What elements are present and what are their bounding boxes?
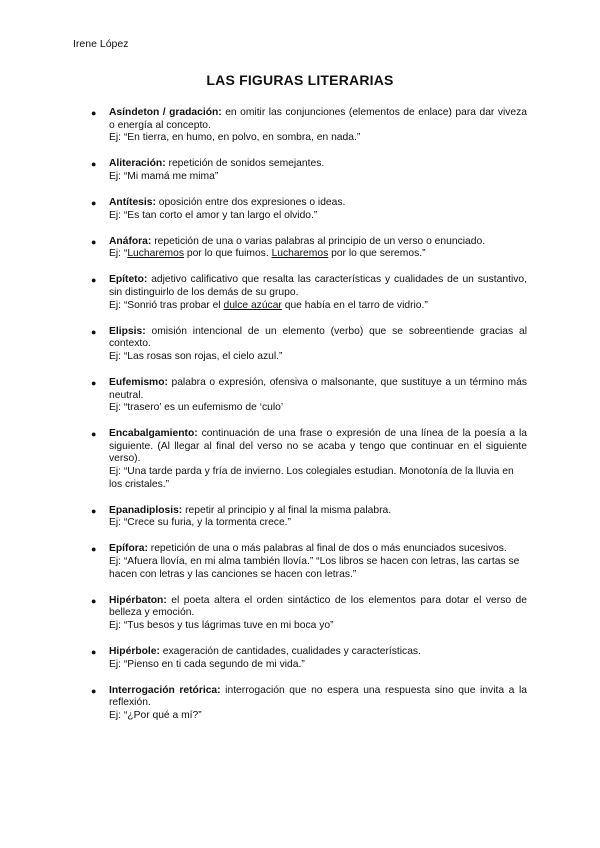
example: Ej: “En tierra, en humo, en polvo, en sombra, en nada.” [109, 132, 361, 144]
example: Ej: “Pienso en ti cada segundo de mi vida.” [109, 658, 305, 670]
list-item [0, 595, 600, 633]
list-item [0, 236, 600, 261]
bullet-icon: ● [91, 197, 97, 208]
example: Ej: “Tus besos y tus lágrimas tuve en mi boca yo” [109, 619, 334, 631]
underlined-word: dulce azúcar [223, 299, 282, 311]
bullet-icon: ● [91, 275, 97, 286]
definition [109, 158, 527, 171]
bullet-icon: ● [91, 236, 97, 247]
definition [109, 326, 527, 351]
term: Encabalgamiento: [109, 428, 198, 440]
definition [109, 274, 527, 299]
definition-text: omisión intencional de un elemento (verbo) que se sobreentiende gracias al contexto. [109, 325, 527, 350]
list-item [0, 428, 600, 491]
definition-text: continuación de una frase o expresión de una línea de la poesía a la siguiente. (Al llegar al final del verso no se acaba y tengo que continuar en el siguiente verso). [109, 428, 527, 465]
example-text: Ej: “Sonrió tras probar el [109, 299, 224, 311]
definition [109, 646, 527, 659]
term: Eufemismo: [109, 376, 168, 388]
term: Asíndeton / gradación: [109, 107, 222, 118]
bullet-icon: ● [91, 326, 97, 337]
definition-text: repetición de una o más palabras al final de dos o más enunciados sucesivos. [147, 543, 507, 555]
term: Epífora: [109, 543, 148, 555]
definition [109, 428, 527, 466]
definition-text: palabra o expresión, ofensiva o malsonante, que sustituye a un término más neutral. [109, 376, 527, 401]
list-item [0, 685, 600, 723]
list-item [0, 543, 600, 581]
definition [109, 595, 527, 620]
term: Antítesis: [109, 196, 156, 208]
bullet-icon: ● [91, 685, 97, 696]
bullet-icon: ● [91, 159, 97, 170]
bullet-icon: ● [91, 595, 97, 606]
list-item [0, 197, 600, 222]
list-item [0, 377, 600, 415]
page-title: LAS FIGURAS LITERARIAS [206, 72, 394, 88]
definition [109, 685, 527, 710]
definition-text: el poeta altera el orden sintáctico de los elementos para dotar el verso de belleza y emoción. [109, 594, 527, 619]
bullet-icon: ● [91, 505, 97, 516]
example: Ej: “Afuera llovía, en mi alma también llovía.” “Los libros se hacen con letras, las cartas se hacen con letras y las canciones se hacen con letras.” [109, 555, 520, 580]
definition-text: en omitir las conjunciones (elementos de enlace) para dar viveza o energía al concepto. [109, 107, 528, 131]
example: Ej: “trasero’ es un eufemismo de ‘culo’ [109, 402, 284, 414]
example: Ej: “Crece su furia, y la tormenta crece.” [109, 517, 291, 529]
term: Aliteración: [109, 158, 166, 170]
list-item [0, 158, 600, 183]
definition-text: repetir al principio y al final la misma palabra. [182, 504, 392, 516]
underlined-word: Lucharemos [127, 248, 184, 260]
example [109, 248, 527, 261]
term: Hipérbaton: [109, 594, 167, 606]
definition-text: adjetivo calificativo que resalta las características y cualidades de un sustantivo, sin distinguirlo de los demás de su grupo. [109, 274, 527, 298]
definition [109, 543, 527, 556]
definition [109, 505, 527, 518]
term: Epíteto: [109, 274, 148, 286]
underlined-word: Lucharemos [271, 248, 329, 260]
example: Ej: “Es tan corto el amor y tan largo el olvido.” [109, 209, 318, 221]
term: Epanadiplosis: [109, 504, 183, 516]
definition [109, 197, 527, 210]
example: Ej: “Las rosas son rojas, el cielo azul.” [109, 350, 283, 362]
definition-text: interrogación que no espera una respuesta sino que invita a la reflexión. [109, 684, 527, 709]
term: Interrogación retórica: [109, 684, 221, 696]
author-name: Irene López [73, 38, 129, 50]
bullet-icon: ● [91, 544, 97, 555]
definition-text: repetición de sonidos semejantes. [165, 158, 325, 170]
term: Elipsis: [109, 325, 146, 337]
bullet-icon: ● [91, 108, 97, 118]
bullet-icon: ● [91, 646, 97, 657]
example [109, 300, 527, 313]
term: Anáfora: [109, 235, 152, 247]
definition-text: exageración de cantidades, cualidades y características. [159, 645, 421, 657]
example: Ej: “¿Por qué a mí?” [109, 709, 202, 721]
bullet-icon: ● [91, 377, 97, 388]
definition-text: repetición de una o varias palabras al principio de un verso o enunciado. [151, 235, 486, 247]
list-item [0, 646, 600, 671]
list-item [0, 326, 600, 364]
example-text: por lo que fuimos. [183, 248, 272, 260]
term: Hipérbole: [109, 645, 160, 657]
definition-text: oposición entre dos expresiones o ideas. [155, 196, 346, 208]
example-text: por lo que seremos.” [328, 248, 426, 260]
definition [109, 107, 527, 132]
list-item [0, 107, 600, 145]
example: Ej: “Mi mamá me mima” [109, 170, 219, 182]
example: Ej: “Una tarde parda y fría de invierno. Los colegiales estudian. Monotonía de la lluvia en los cristales.” [109, 465, 514, 490]
list-item [0, 274, 600, 312]
figures-list [0, 107, 600, 736]
bullet-icon: ● [91, 429, 97, 440]
definition [109, 236, 527, 249]
example-text: Ej: “ [109, 248, 128, 260]
definition [109, 377, 527, 402]
list-item [0, 505, 600, 530]
example-text: que había en el tarro de vidrio.” [281, 299, 428, 311]
